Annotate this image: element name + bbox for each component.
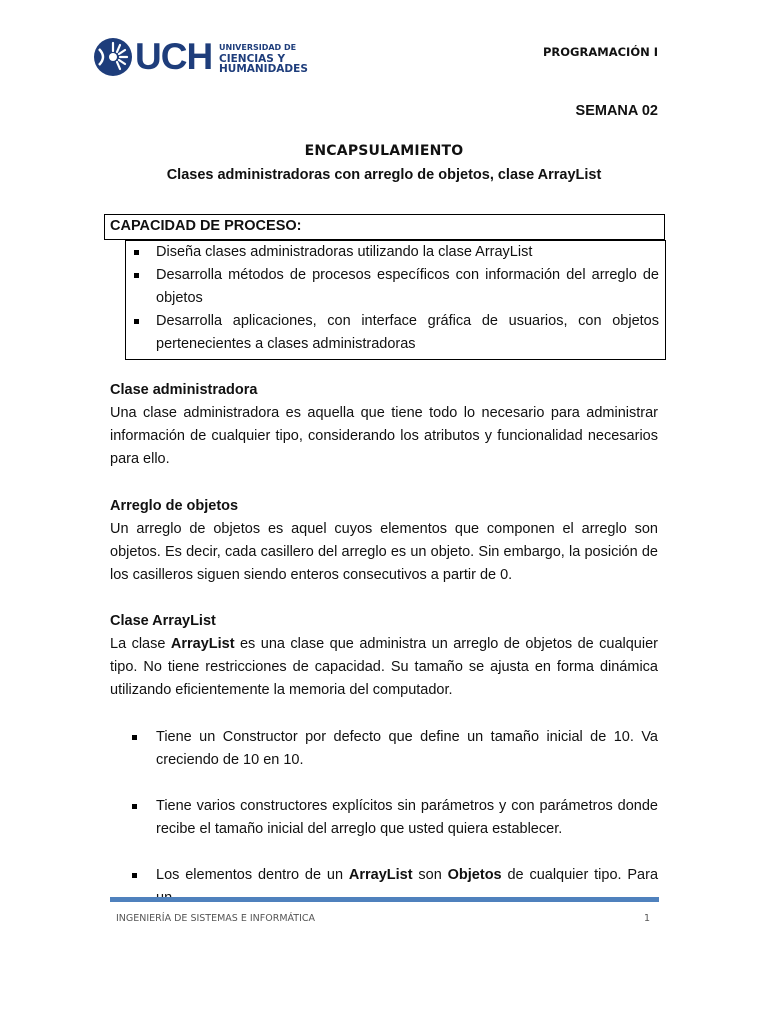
logo-line-3: HUMANIDADES (219, 63, 308, 75)
bullet-text: son (412, 867, 448, 883)
section-body (110, 633, 658, 702)
document-subtitle: Clases administradoras con arreglo de objetos, clase ArrayList (166, 167, 602, 183)
university-logo (93, 37, 313, 79)
document-title: ENCAPSULAMIENTO (304, 143, 464, 159)
body-bold-term: ArrayList (170, 636, 235, 652)
capacity-list-box (125, 240, 666, 360)
bullet-bold-term: ArrayList (348, 867, 413, 883)
footer-department: INGENIERÍA DE SISTEMAS E INFORMÁTICA (116, 913, 316, 924)
bullet-item: Tiene un Constructor por defecto que define un tamaño inicial de 10. Va creciendo de 10 en 10. (110, 726, 658, 772)
week-label: SEMANA 02 (575, 103, 658, 119)
bullet-item: Tiene varios constructores explícitos sin parámetros y con parámetros donde recibe el tamaño inicial del arreglo que usted quiera establecer. (110, 795, 658, 841)
section-admin-class (110, 379, 658, 471)
section-arraylist-class (110, 610, 658, 702)
section-body: Una clase administradora es aquella que tiene todo lo necesario para administrar información de cualquier tipo, considerando los atributos y funcionalidad necesarios para ello. (110, 405, 658, 467)
capacity-item: Desarrolla aplicaciones, con interface gráfica de usuarios, con objetos pertenecientes a clases administradoras (126, 310, 665, 356)
capacity-list (126, 241, 665, 356)
university-emblem-icon (93, 37, 133, 77)
capacity-header (104, 214, 665, 240)
body-text: La clase (110, 636, 171, 652)
bullet-text: de cualquier tipo. Para (507, 867, 659, 883)
section-heading: Clase administradora (110, 382, 258, 398)
logo-acronym: UCH (135, 36, 213, 77)
bullet-item (110, 864, 658, 910)
section-heading: Arreglo de objetos (110, 498, 239, 514)
bullet-list (110, 726, 658, 910)
capacity-item: Diseña clases administradoras utilizando la clase ArrayList (126, 241, 665, 264)
bullet-text: Los elementos dentro de un (156, 867, 349, 883)
logo-line-1: UNIVERSIDAD DE (219, 43, 297, 52)
course-name: PROGRAMACIÓN I (543, 45, 658, 59)
capacity-item: Desarrolla métodos de procesos específicos con información del arreglo de objetos (126, 264, 665, 310)
page-number: 1 (643, 913, 650, 924)
section-heading: Clase ArrayList (110, 613, 216, 629)
bullet-bold-term: Objetos (447, 867, 502, 883)
footer-rule (110, 897, 659, 902)
logo-line-2: CIENCIAS Y (219, 53, 286, 65)
logo-university-name (219, 43, 329, 74)
section-body: Un arreglo de objetos es aquel cuyos elementos que componen el arreglo son objetos. Es decir, cada casillero del arreglo es un objeto. Sin embargo, la posición de los casilleros siguen siendo enteros consecutivos a partir de 0. (110, 521, 658, 583)
body-text: es una clase que administra un arreglo de objetos de cualquier tipo. No tiene restricciones de capacidad. Su tamaño se ajusta en forma dinámica utilizando eficientemente la memoria del computador. (110, 636, 658, 698)
section-object-arrays (110, 495, 658, 587)
capacity-label: CAPACIDAD DE PROCESO: (110, 218, 302, 234)
